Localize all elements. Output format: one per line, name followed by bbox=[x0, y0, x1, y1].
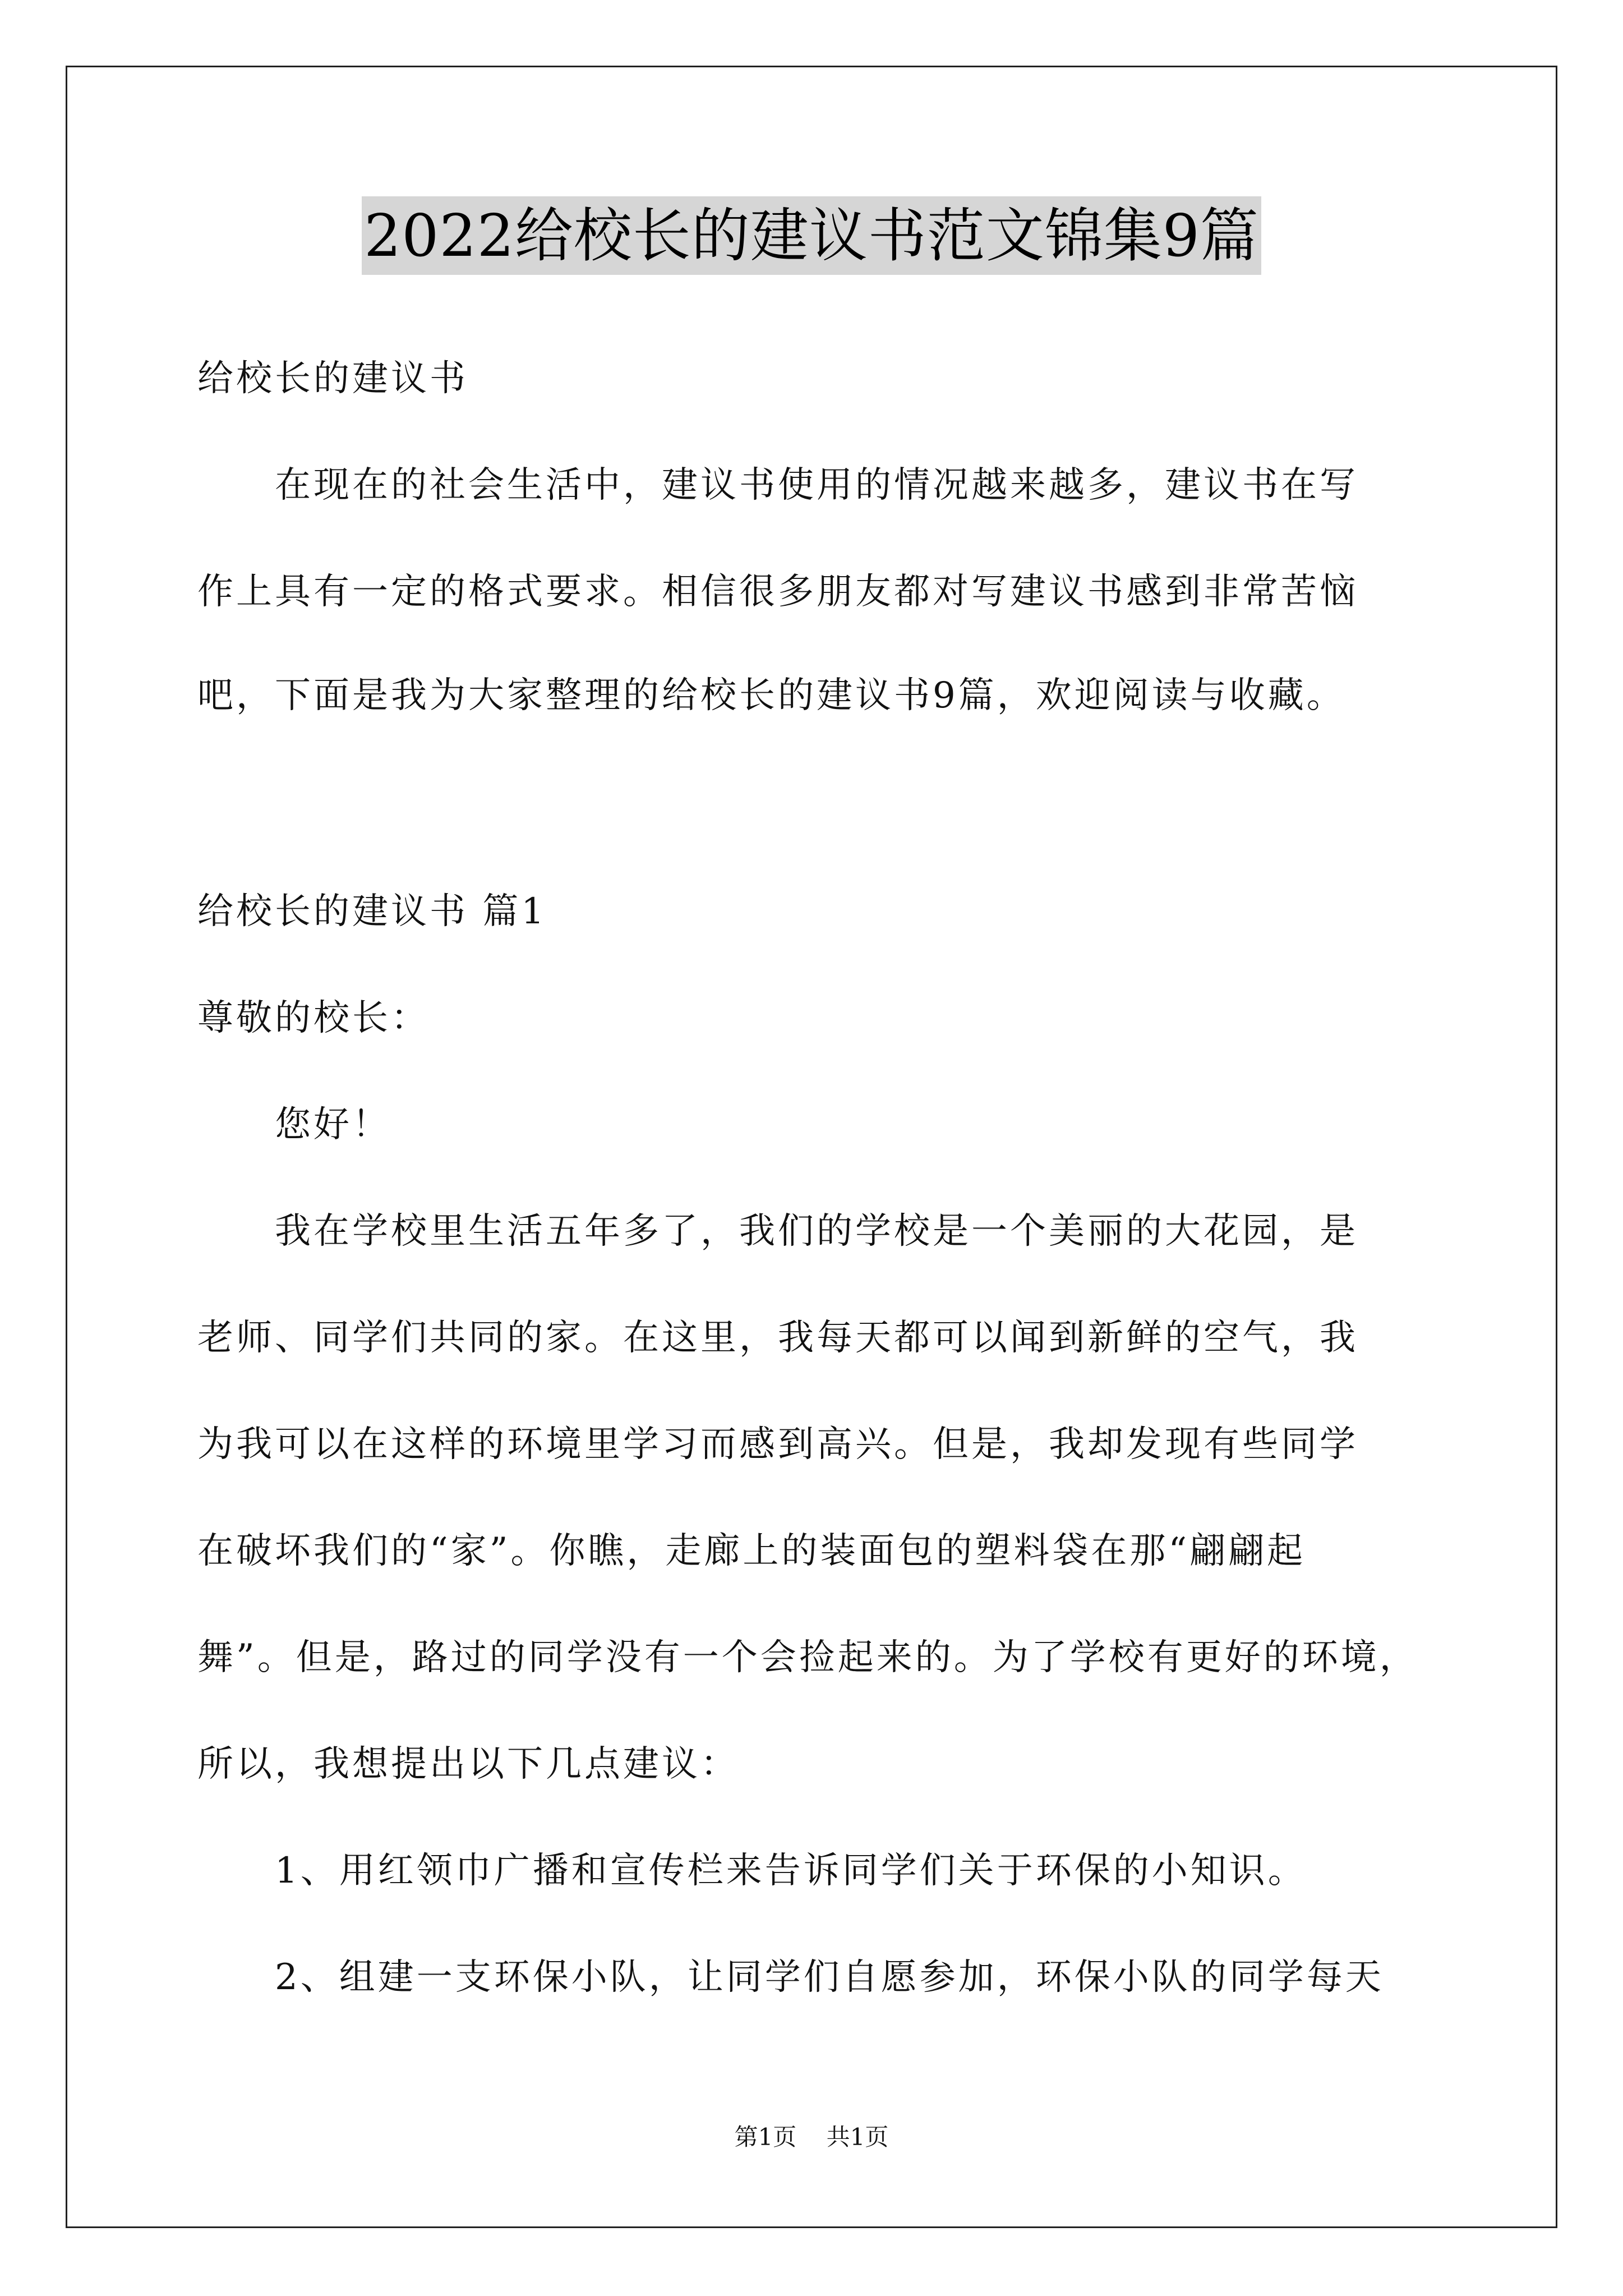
salutation: 尊敬的校长： bbox=[197, 997, 430, 1039]
document-title: 2022给校长的建议书范文锦集9篇 bbox=[362, 196, 1261, 275]
paragraph-line: 吧，下面是我为大家整理的给校长的建议书9篇，欢迎阅读与收藏。 bbox=[197, 675, 1345, 716]
paragraph-line: 所以，我想提出以下几点建议： bbox=[197, 1743, 739, 1785]
article-heading: 给校长的建议书 篇1 bbox=[197, 891, 547, 932]
page-number-current: 第1页 bbox=[734, 2123, 797, 2151]
paragraph-line: 舞”。但是，路过的同学没有一个会捡起来的。为了学校有更好的环境， bbox=[197, 1637, 1418, 1678]
section-heading: 给校长的建议书 bbox=[197, 358, 468, 399]
page-number-total: 共1页 bbox=[826, 2123, 889, 2151]
greeting: 您好！ bbox=[197, 1104, 391, 1145]
paragraph-line: 老师、同学们共同的家。在这里，我每天都可以闻到新鲜的空气，我 bbox=[197, 1317, 1358, 1359]
list-item: 2、组建一支环保小队，让同学们自愿参加，环保小队的同学每天 bbox=[197, 1957, 1384, 1998]
paragraph-line: 在现在的社会生活中，建议书使用的情况越来越多，建议书在写 bbox=[197, 464, 1358, 506]
title-container bbox=[0, 196, 1623, 275]
paragraph-line: 在破坏我们的“家”。你瞧，走廊上的装面包的塑料袋在那“翩翩起 bbox=[197, 1530, 1306, 1572]
page-footer bbox=[0, 2120, 1623, 2154]
paragraph-line: 作上具有一定的格式要求。相信很多朋友都对写建议书感到非常苦恼 bbox=[197, 571, 1358, 613]
list-item: 1、用红领巾广播和宣传栏来告诉同学们关于环保的小知识。 bbox=[197, 1850, 1307, 1892]
paragraph-line: 为我可以在这样的环境里学习而感到高兴。但是，我却发现有些同学 bbox=[197, 1424, 1358, 1465]
paragraph-line: 我在学校里生活五年多了，我们的学校是一个美丽的大花园，是 bbox=[197, 1211, 1358, 1252]
